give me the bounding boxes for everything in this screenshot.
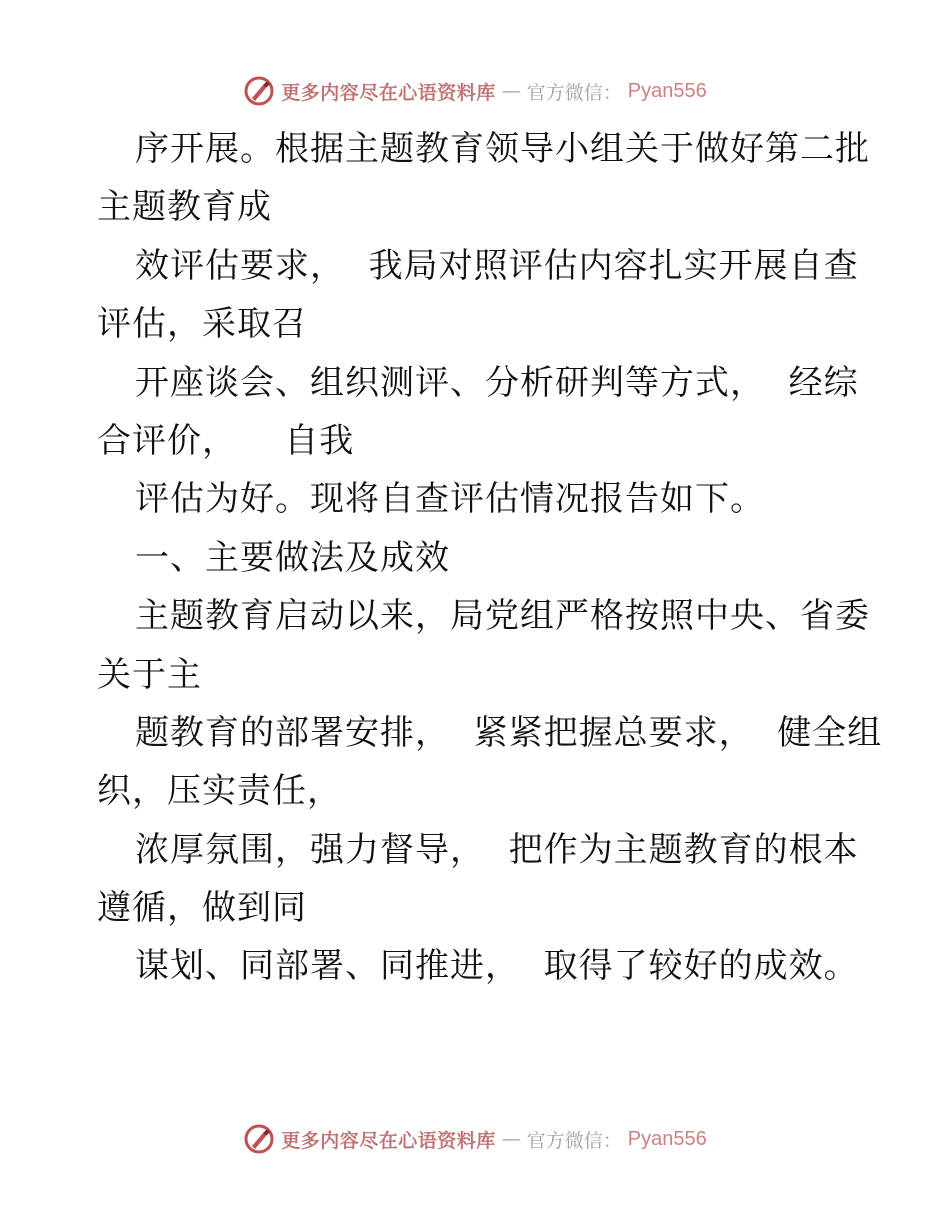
text-line: 织，压实责任， <box>97 771 342 812</box>
watermark-wechat-id: Pyan556 <box>627 79 707 102</box>
text-line: 序开展。根据主题教育领导小组关于做好第二批 <box>135 129 870 169</box>
text-line: 浓厚氛围，强力督导， 把作为主题教育的根本 <box>135 829 859 870</box>
text-line: 主题教育启动以来，局党组严格按照中央、省委 <box>135 596 870 637</box>
text-line: 效评估要求， 我局对照评估内容扎实开展自查 <box>135 245 859 286</box>
text-line: 评估为好。现将自查评估情况报告如下。 <box>135 479 765 520</box>
watermark-brand: 更多内容尽在心语资料库 <box>281 1129 496 1152</box>
watermark-wechat-label: 官方微信： <box>526 1129 622 1152</box>
text-line: 关于主 <box>97 654 202 695</box>
text-line: 遵循，做到同 <box>97 888 307 929</box>
watermark-wechat-label: 官方微信： <box>526 81 622 104</box>
watermark-brand: 更多内容尽在心语资料库 <box>281 81 496 104</box>
text-line: 合评价， 自我 <box>97 420 355 461</box>
watermark-header <box>0 71 950 111</box>
text-line: 谋划、同部署、同推进， 取得了较好的成效。 <box>135 946 859 987</box>
watermark-footer <box>0 1119 950 1159</box>
watermark-wechat-id: Pyan556 <box>627 1127 707 1150</box>
document-body <box>97 120 883 996</box>
pen-logo-icon <box>243 75 275 107</box>
section-heading: 一、主要做法及成效 <box>135 537 450 578</box>
text-line: 开座谈会、组织测评、分析研判等方式， 经综 <box>135 362 859 403</box>
text-line: 主题教育成 <box>97 187 272 228</box>
text-line: 题教育的部署安排， 紧紧把握总要求， 健全组 <box>135 712 883 753</box>
text-line: 评估，采取召 <box>97 304 307 345</box>
pen-logo-icon <box>243 1123 275 1155</box>
watermark-separator: — <box>501 1128 521 1150</box>
watermark-separator: — <box>501 80 521 102</box>
